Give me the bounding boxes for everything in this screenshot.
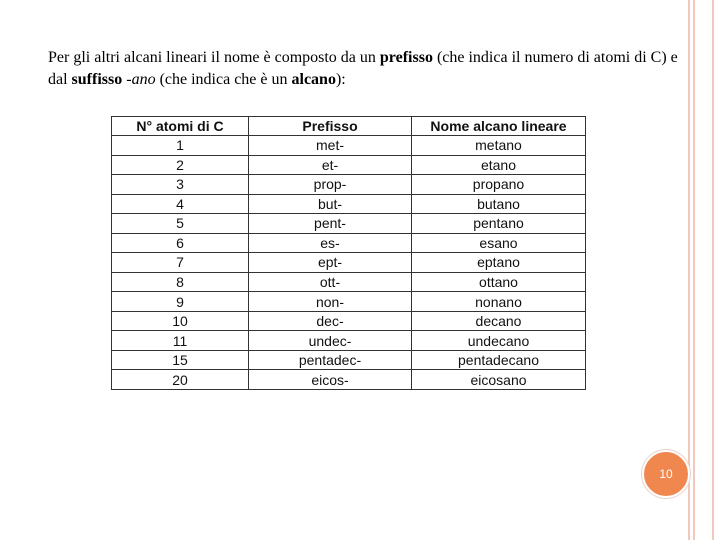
alkane-table-figure — [111, 116, 585, 390]
prefix: pent- — [249, 214, 412, 234]
alkane-name: nonano — [412, 292, 586, 312]
prefix: et- — [249, 155, 412, 175]
table-row — [112, 253, 586, 273]
table-row — [112, 155, 586, 175]
prefix: ept- — [249, 253, 412, 273]
prefix: but- — [249, 194, 412, 214]
term-alcano: alcano — [291, 71, 336, 88]
carbon-count: 20 — [112, 370, 249, 390]
intro-text: (che indica che è un — [155, 71, 292, 88]
table-row — [112, 370, 586, 390]
prefix: met- — [249, 136, 412, 156]
table-row — [112, 214, 586, 234]
carbon-count: 4 — [112, 194, 249, 214]
prefix: eicos- — [249, 370, 412, 390]
prefix: dec- — [249, 311, 412, 331]
table-row — [112, 175, 586, 195]
table-row — [112, 136, 586, 156]
alkane-name: butano — [412, 194, 586, 214]
prefix: es- — [249, 233, 412, 253]
alkane-name: esano — [412, 233, 586, 253]
alkane-table — [111, 116, 586, 390]
table-header-row — [112, 117, 586, 136]
carbon-count: 15 — [112, 350, 249, 370]
prefix: pentadec- — [249, 350, 412, 370]
alkane-name: ottano — [412, 272, 586, 292]
header-alkane-name: Nome alcano lineare — [412, 117, 586, 136]
intro-text: Per gli altri alcani lineari il nome è composto da un — [48, 49, 380, 66]
alkane-name: propano — [412, 175, 586, 195]
table-row — [112, 272, 586, 292]
edge-line — [693, 0, 695, 540]
carbon-count: 9 — [112, 292, 249, 312]
prefix: prop- — [249, 175, 412, 195]
term-suffisso: suffisso — [71, 71, 123, 88]
carbon-count: 5 — [112, 214, 249, 234]
table-row — [112, 350, 586, 370]
alkane-name: eicosano — [412, 370, 586, 390]
table-row — [112, 331, 586, 351]
edge-line — [712, 0, 714, 540]
alkane-name: etano — [412, 155, 586, 175]
edge-line — [688, 0, 690, 540]
intro-text: (che indica il numero di atomi di C) e dal — [48, 49, 678, 88]
carbon-count: 2 — [112, 155, 249, 175]
decorative-edge-lines — [688, 0, 720, 540]
page-number-badge: 10 — [642, 450, 690, 498]
carbon-count: 10 — [112, 311, 249, 331]
prefix: ott- — [249, 272, 412, 292]
table-row — [112, 233, 586, 253]
alkane-name: pentadecano — [412, 350, 586, 370]
table-row — [112, 311, 586, 331]
alkane-name: undecano — [412, 331, 586, 351]
intro-text: ): — [335, 71, 346, 88]
prefix: non- — [249, 292, 412, 312]
table-row — [112, 292, 586, 312]
carbon-count: 7 — [112, 253, 249, 273]
table-row — [112, 194, 586, 214]
header-prefix: Prefisso — [249, 117, 412, 136]
carbon-count: 6 — [112, 233, 249, 253]
carbon-count: 3 — [112, 175, 249, 195]
term-prefisso: prefisso — [379, 49, 433, 66]
prefix: undec- — [249, 331, 412, 351]
alkane-name: pentano — [412, 214, 586, 234]
intro-paragraph — [48, 47, 678, 91]
header-carbon-atoms: N° atomi di C — [112, 117, 249, 136]
alkane-name: eptano — [412, 253, 586, 273]
alkane-name: decano — [412, 311, 586, 331]
alkane-name: metano — [412, 136, 586, 156]
carbon-count: 1 — [112, 136, 249, 156]
term-ano: -ano — [126, 71, 156, 88]
carbon-count: 11 — [112, 331, 249, 351]
carbon-count: 8 — [112, 272, 249, 292]
